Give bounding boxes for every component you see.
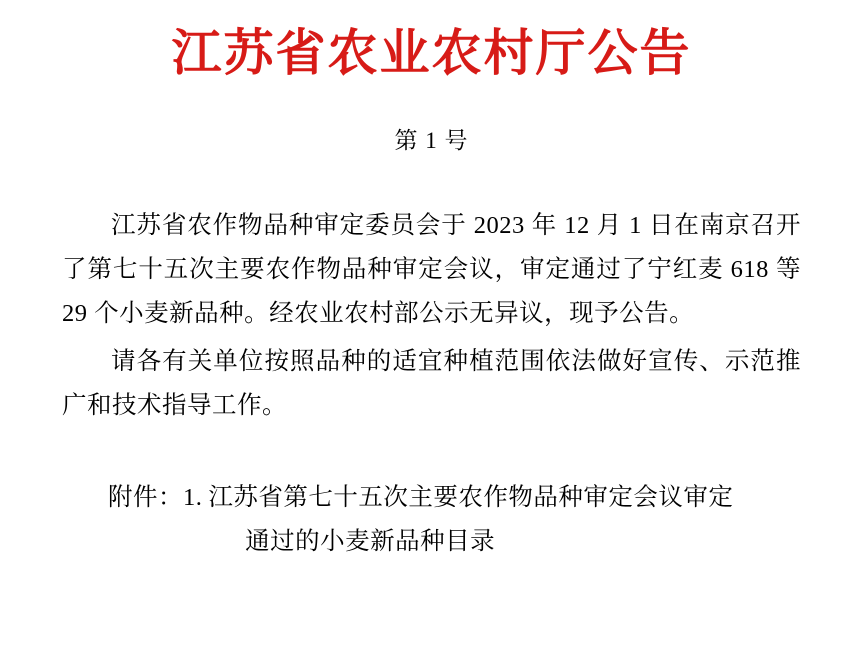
paragraph-1: 江苏省农作物品种审定委员会于 2023 年 12 月 1 日在南京召开了第七十五次主要农作物品种审定会议，审定通过了宁红麦 618 等 29 个小麦新品种。经农业农村部公示无异议，现予公告。 xyxy=(62,212,801,327)
document-number: 第 1 号 xyxy=(394,128,469,153)
attachment-section xyxy=(62,476,801,564)
attachment-title-line-1: 江苏省第七十五次主要农作物品种审定会议审定 xyxy=(208,484,734,511)
document-page xyxy=(0,20,863,672)
attachment-index: 1. xyxy=(183,484,203,511)
attachment-row xyxy=(62,476,801,564)
paragraph-2: 请各有关单位按照品种的适宜种植范围依法做好宣传、示范推广和技术指导工作。 xyxy=(62,348,801,419)
page-title: 江苏省农业农村厅公告 xyxy=(171,25,692,81)
document-body xyxy=(62,204,801,428)
attachment-label: 附件： xyxy=(108,484,183,511)
attachment-title xyxy=(208,476,801,564)
attachment-title-line-2: 通过的小麦新品种目录 xyxy=(245,528,496,555)
